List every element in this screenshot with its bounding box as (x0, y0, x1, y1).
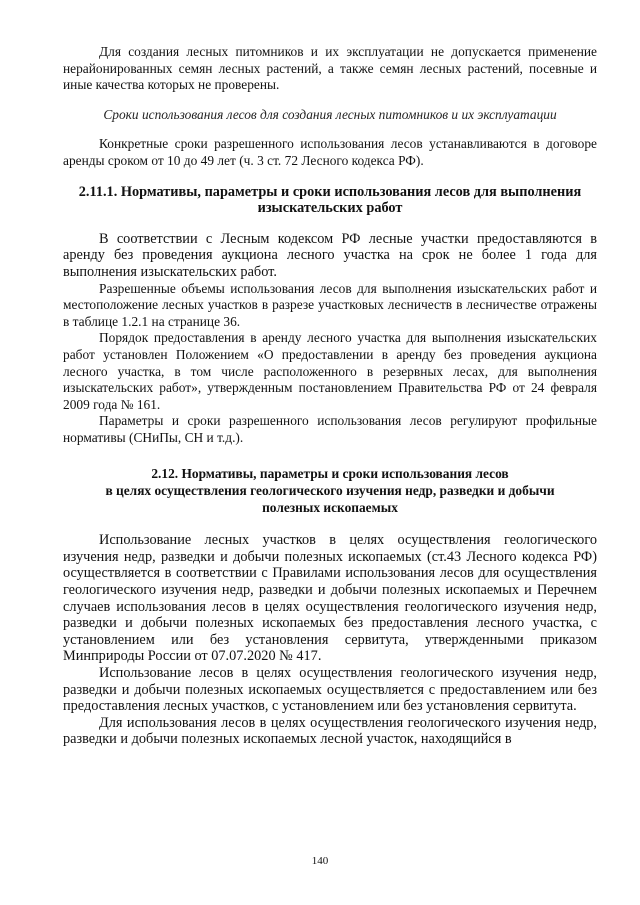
paragraph-survey-norms: Параметры и сроки разрешенного использования лесов регулируют профильные нормативы (СНиПы, СН и т.д.). (63, 413, 597, 445)
paragraph-geology-servitude: Использование лесов в целях осуществления геологического изучения недр, разведки и добычи полезных ископаемых осуществляется с предоставлением или без предоставления лесных участков, с установлением или без установления сервитута. (63, 665, 597, 715)
paragraph-geology-use: Использование лесных участков в целях осуществления геологического изучения недр, разведки и добычи полезных ископаемых (ст.43 Лесного кодекса РФ) осуществляется в соответствии с Правилами использования лесов для осуществления геологического изучения недр, разведки и добычи полезных ископаемых и Перечнем случаев использования лесов в целях осуществления геологического изучения недр, разведки и добычи полезных ископаемых без предоставления лесного участка, с установлением или без установления сервитута, утвержденными приказом Минприроды России от 07.07.2020 № 417. (63, 532, 597, 665)
section-heading-2-11-1: 2.11.1. Нормативы, параметры и сроки использования лесов для выполнения изыскательских работ (78, 183, 582, 217)
paragraph-survey-lease: В соответствии с Лесным кодексом РФ лесные участки предоставляются в аренду без проведения аукциона лесного участка на срок не более 1 года для выполнения изыскательских работ. (63, 230, 597, 280)
paragraph-survey-procedure: Порядок предоставления в аренду лесного участка для выполнения изыскательских работ установлен Положением «О предоставлении в аренду без проведения аукциона лесного участка, в том числе расположенного в резервных лесах, для выполнения изыскательских работ», утвержденным постановлением Правительства РФ от 24 февраля 2009 года № 161. (63, 330, 597, 412)
section-heading-2-12-line2: в целях осуществления геологического изучения недр, разведки и добычи (105, 483, 555, 499)
section-heading-2-12-line1: 2.12. Нормативы, параметры и сроки использования лесов (151, 466, 509, 482)
paragraph-survey-volumes: Разрешенные объемы использования лесов для выполнения изыскательских работ и местоположение лесных участков в разрезе участковых лесничеств в лесничестве отражены в таблице 1.2.1 на странице 36. (63, 280, 597, 329)
section-heading-2-12-line3: полезных ископаемых (262, 499, 398, 515)
italic-subheading-nursery-terms: Сроки использования лесов для создания лесных питомников и их эксплуатации (103, 106, 557, 122)
page-number: 140 (311, 855, 329, 867)
paragraph-lease-terms: Конкретные сроки разрешенного использования лесов устанавливаются в договоре аренды сроком от 10 до 49 лет (ч. 3 ст. 72 Лесного кодекса РФ). (63, 136, 597, 168)
paragraph-nursery-seeds: Для создания лесных питомников и их эксплуатации не допускается применение нерайонированных семян лесных растений, а также семян лесных растений, посевные и иные качества которых не проверены. (63, 44, 597, 93)
section-heading-2-12 (63, 466, 597, 516)
paragraph-geology-plot: Для использования лесов в целях осуществления геологического изучения недр, разведки и добычи полезных ископаемых лесной участок, находящийся в (63, 714, 597, 748)
